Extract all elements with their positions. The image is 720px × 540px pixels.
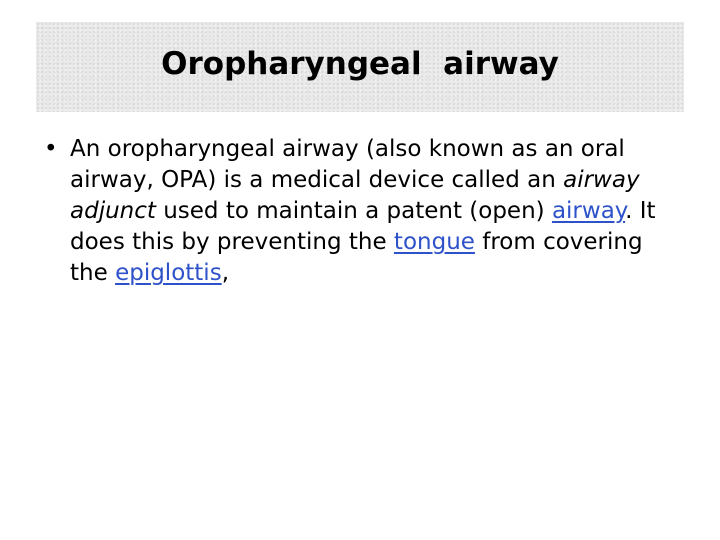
bullet-text-part-2: used to maintain a patent (open) [155, 198, 552, 224]
bullet-dot-icon: • [44, 136, 58, 162]
airway-link[interactable]: airway [551, 198, 626, 224]
bullet-text-part-4: from covering the [70, 229, 643, 286]
bullet-list [44, 134, 684, 289]
slide-title: Oropharyngeal airway [161, 46, 559, 82]
tongue-link[interactable]: tongue [393, 229, 475, 255]
bullet-text-part-1: An oropharyngeal airway (also known as an oral airway, OPA) is a medical device called an [70, 136, 625, 193]
epiglottis-link[interactable]: epiglottis [115, 260, 222, 286]
bullet-text-part-3: . It does this by preventing the [70, 198, 656, 255]
bullet-item [44, 134, 684, 289]
title-banner [36, 22, 684, 112]
bullet-text-part-5: , [221, 260, 229, 286]
bullet-italic-term: airway adjunct [70, 167, 640, 224]
